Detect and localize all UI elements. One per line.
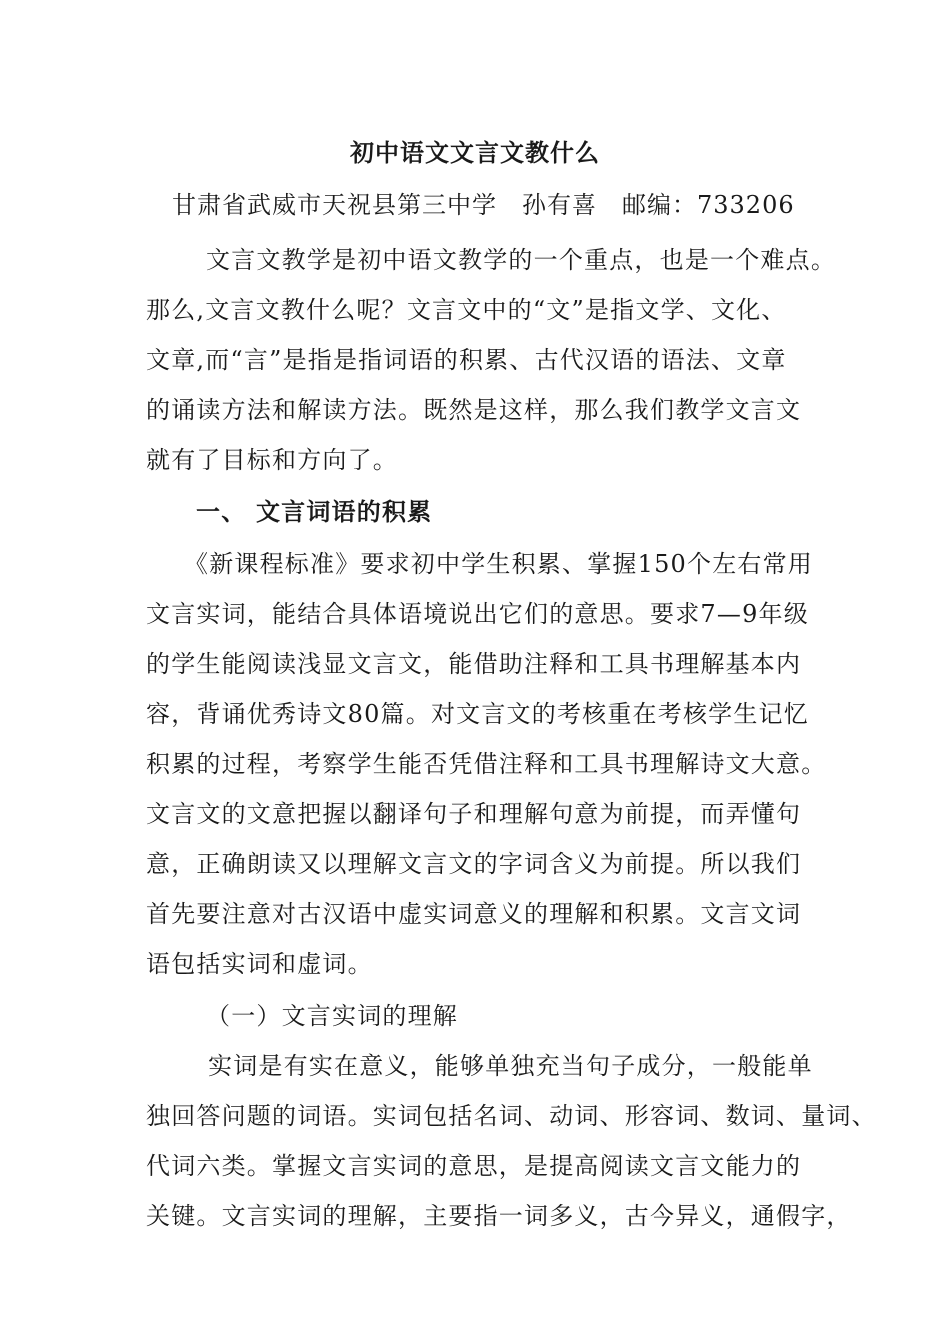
section-line: 文言实词，能结合具体语境说出它们的意思。要求7—9年级 <box>146 600 809 628</box>
section-line: 的学生能阅读浅显文言文，能借助注释和工具书理解基本内 <box>146 650 802 678</box>
section-line: 首先要注意对古汉语中虚实词意义的理解和积累。文言文词 <box>146 900 802 928</box>
author-line: 甘肃省武威市天祝县第三中学 孙有喜 邮编：733206 <box>172 191 795 219</box>
section-line: 《新课程标准》要求初中学生积累、掌握150个左右常用 <box>184 550 814 578</box>
section-heading: 一、 文言词语的积累 <box>196 497 433 526</box>
intro-line: 那么,文言文教什么呢？文言文中的“文”是指文学、文化、 <box>146 296 787 324</box>
intro-line: 文言文教学是初中语文教学的一个重点，也是一个难点。 <box>172 246 837 274</box>
section-line: 容，背诵优秀诗文80篇。对文言文的考核重在考核学生记忆 <box>146 700 809 728</box>
subsection-line: 独回答问题的词语。实词包括名词、动词、形容词、数词、量词、 <box>146 1102 877 1130</box>
subsection-line: 实词是有实在意义，能够单独充当句子成分，一般能单 <box>208 1052 813 1080</box>
section-line: 语包括实词和虚词。 <box>146 950 373 978</box>
section-line: 意，正确朗读又以理解文言文的字词含义为前提。所以我们 <box>146 850 802 878</box>
intro-line: 文章,而“言”是指是指词语的积累、古代汉语的语法、文章 <box>146 346 787 374</box>
intro-line: 就有了目标和方向了。 <box>146 446 398 474</box>
document-title: 初中语文文言文教什么 <box>350 138 600 167</box>
subsection-line: 代词六类。掌握文言实词的意思，是提高阅读文言文能力的 <box>146 1152 802 1180</box>
subsection-line: 关键。文言实词的理解，主要指一词多义，古今异义，通假字， <box>146 1202 852 1230</box>
section-line: 积累的过程，考察学生能否凭借注释和工具书理解诗文大意。 <box>146 750 827 778</box>
intro-line: 的诵读方法和解读方法。既然是这样，那么我们教学文言文 <box>146 396 802 424</box>
section-line: 文言文的文意把握以翻译句子和理解句意为前提，而弄懂句 <box>146 800 802 828</box>
subsection-heading: （一）文言实词的理解 <box>206 1002 458 1030</box>
